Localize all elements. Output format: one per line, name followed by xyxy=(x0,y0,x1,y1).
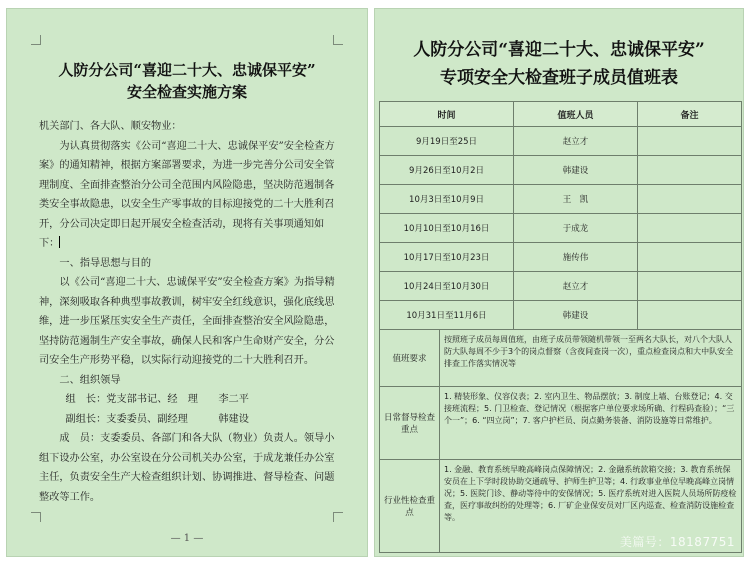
header-time: 时间 xyxy=(380,102,514,127)
page-corner-mark xyxy=(333,512,343,522)
row-time: 10月24日至10月30日 xyxy=(380,272,514,301)
table-row xyxy=(380,272,742,301)
table-header-row xyxy=(380,102,742,127)
duty-requirement-text: 按照班子成员每周值班，由班子成员带领随机带领一至两名大队长，对八个大队人防大队每周不少于3个的岗点督察（含夜间查岗一次），重点检查岗点和大中队安全排查工作落实情况等 xyxy=(440,330,742,387)
row-time: 10月31日至11月6日 xyxy=(380,301,514,330)
table-row xyxy=(380,214,742,243)
table-row xyxy=(380,185,742,214)
row-time: 9月26日至10月2日 xyxy=(380,156,514,185)
page-corner-mark xyxy=(31,512,41,522)
duty-requirement-row xyxy=(380,330,742,387)
intro-paragraph[interactable]: 为认真贯彻落实《公司“喜迎二十大、忠诚保平安”安全检查方案》的通知精神，根据方案部署要求，为进一步完善分公司安全管理制度、全面排查整治分公司全范围内风险隐患，坚决防范遏制各类安全事故隐患，以安全生产零事故的目标迎接党的二十大胜利召开，分公司决定即日起开展安全检查活动，现将有关事项通知如下： xyxy=(39,140,335,249)
row-note xyxy=(638,127,742,156)
text-cursor xyxy=(59,236,60,248)
row-person: 王 凯 xyxy=(514,185,638,214)
row-person: 赵立才 xyxy=(514,127,638,156)
row-note xyxy=(638,243,742,272)
row-person: 于成龙 xyxy=(514,214,638,243)
schedule-title-line1: 人防分公司“喜迎二十大、忠诚保平安” xyxy=(413,40,705,60)
left-document-page xyxy=(6,8,368,557)
table-row xyxy=(380,127,742,156)
row-time: 10月17日至10月23日 xyxy=(380,243,514,272)
section1-paragraph: 以《公司“喜迎二十大、忠诚保平安”安全检查方案》为指导精神，深刻吸取各种典型事故教训，树牢安全红线意识，强化底线思维，进一步压紧压实安全生产责任，全面排查整治安全风险隐患，坚持防范遏制生产安全事故，确保人民和客户生命财产安全，分公司安全生产形势平稳，以实际行动迎接党的二十大胜利召开。 xyxy=(39,277,335,366)
page-number: — 1 — xyxy=(170,533,204,544)
header-note: 备注 xyxy=(638,102,742,127)
table-row xyxy=(380,243,742,272)
row-person: 施传伟 xyxy=(514,243,638,272)
page-corner-mark xyxy=(333,35,343,45)
industry-inspection-text: 1. 金融、教育系统早晚高峰岗点保障情况；2. 金融系统款箱交接；3. 教育系统保安员在上下学时段协助交通疏导、护师生护卫等；4. 行政事业单位早晚高峰立岗情况；5. 医院门诊、静动等待中的安保情况；5. 医疗系统对进入医院人员场所防疫检查，医疗事故纠纷的处理等；6. 厂矿企业保安员对厂区内巡查、检查消防设施检查等。 xyxy=(440,460,742,553)
daily-inspection-row xyxy=(380,387,742,460)
watermark: 美篇号：18187751 xyxy=(619,535,735,549)
document-title-line2: 安全检查实施方案 xyxy=(126,83,247,101)
industry-inspection-label: 行业性检查重点 xyxy=(380,460,440,553)
deputy-line: 副组长：支委委员、副经理 韩建设 xyxy=(65,413,249,425)
row-note xyxy=(638,301,742,330)
daily-inspection-label: 日常督导检查重点 xyxy=(380,387,440,460)
row-time: 10月3日至10月9日 xyxy=(380,185,514,214)
row-note xyxy=(638,214,742,243)
duty-schedule-table xyxy=(379,101,742,553)
salutation: 机关部门、各大队、顺安物业： xyxy=(39,121,182,132)
table-row xyxy=(380,301,742,330)
document-title-line1: 人防分公司“喜迎二十大、忠诚保平安” xyxy=(58,61,316,79)
header-person: 值班人员 xyxy=(514,102,638,127)
section1-heading: 一、指导思想与目的 xyxy=(59,257,152,269)
duty-requirement-label: 值班要求 xyxy=(380,330,440,387)
members-paragraph: 成 员：支委委员、各部门和各大队（物业）负责人。领导小组下设办公室，办公室设在分公司机关办公室，于成龙兼任办公室主任，负责安全生产大检查组织计划、协调推进、督导检查、问题整改等工作。 xyxy=(39,433,335,503)
right-schedule-page xyxy=(374,8,744,557)
row-note xyxy=(638,272,742,301)
table-row xyxy=(380,156,742,185)
row-person: 韩建设 xyxy=(514,301,638,330)
row-person: 韩建设 xyxy=(514,156,638,185)
daily-inspection-text: 1. 精装形象、仪容仪表；2. 室内卫生、物品摆放；3. 制度上墙、台账登记；4. 交接班流程；5. 门卫检查、登记情况（根据客户单位要求场所确、行程码查验）；“三个一”；6. “四立岗”；7. 客户护栏员、岗点勤务装备、消防设施等日常维护。 xyxy=(440,387,742,460)
row-time: 10月10日至10月16日 xyxy=(380,214,514,243)
leader-line: 组 长：党支部书记、经 理 李二平 xyxy=(65,394,249,405)
row-note xyxy=(638,156,742,185)
section2-heading: 二、组织领导 xyxy=(59,374,121,386)
page-corner-mark xyxy=(31,35,41,45)
row-note xyxy=(638,185,742,214)
schedule-title-line2: 专项安全大检查班子成员值班表 xyxy=(440,68,678,88)
row-time: 9月19日至25日 xyxy=(380,127,514,156)
row-person: 赵立才 xyxy=(514,272,638,301)
document-body xyxy=(39,117,344,507)
